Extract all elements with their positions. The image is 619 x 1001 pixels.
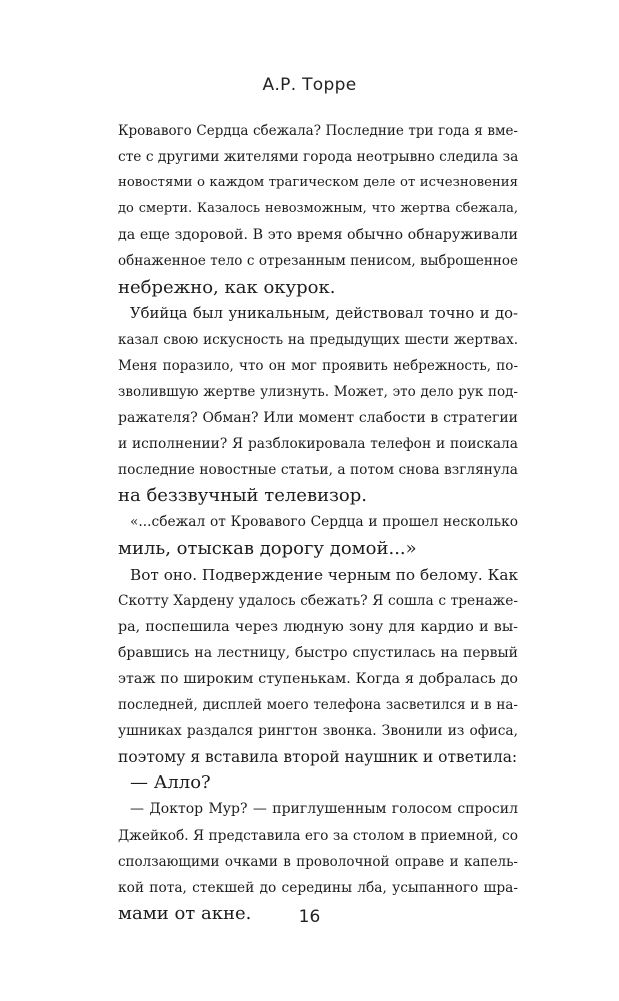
text-line: Скотту Хардену удалось сбежать? Я сошла с тренаже- <box>118 592 518 609</box>
text-line: Джейкоб. Я представила его за столом в приемной, со <box>118 827 518 844</box>
text-line: кой пота, стекшей до середины лба, усыпанного шра- <box>118 879 518 896</box>
text-line: новостями о каждом трагическом деле от исчезновения <box>118 175 518 191</box>
text-line: Меня поразило, что он мог проявить небрежность, по- <box>118 357 518 374</box>
text-line: Вот оно. Подверждение черным по белому. Как <box>130 565 518 584</box>
text-line: на беззвучный телевизор. <box>118 485 367 507</box>
text-line: — Алло? <box>130 772 211 794</box>
text-line: этаж по широким ступенькам. Когда я добралась до <box>118 670 518 687</box>
text-line: зволившую жертве улизнуть. Может, это дело рук под- <box>118 383 518 400</box>
text-line: Кровавого Сердца сбежала? Последние три года я вме- <box>118 123 518 139</box>
text-line: «...сбежал от Кровавого Сердца и прошел несколько <box>130 514 518 531</box>
text-line: бравшись на лестницу, быстро спустилась на первый <box>118 644 518 661</box>
running-head: А.Р. Торре <box>262 75 357 95</box>
text-line: ражателя? Обман? Или момент слабости в стратегии <box>118 410 518 427</box>
text-line: ушниках раздался рингтон звонка. Звонили из офиса, <box>118 723 518 740</box>
text-line: казал свою искусность на предыдущих шести жертвах. <box>118 331 518 348</box>
text-line: небрежно, как окурок. <box>118 276 336 298</box>
text-line: ра, поспешила через людную зону для кардио и вы- <box>118 618 518 635</box>
text-line: до смерти. Казалось невозможным, что жертва сбежала, <box>118 201 518 217</box>
page-number: 16 <box>298 907 321 927</box>
text-line: и исполнении? Я разблокировала телефон и поискала <box>118 436 518 453</box>
text-line: последней, дисплей моего телефона засветился и в на- <box>118 697 518 714</box>
text-line: Убийца был уникальным, действовал точно и до- <box>130 304 518 322</box>
text-line: сползающими очками в проволочной оправе и капель- <box>118 853 518 870</box>
text-line: — Доктор Мур? — приглушенным голосом спросил <box>130 801 518 818</box>
text-line: поэтому я вставила второй наушник и ответила: <box>118 748 518 767</box>
text-line: миль, отыскав дорогу домой...» <box>118 537 417 559</box>
text-line: да еще здоровой. В это время обычно обнаруживали <box>118 227 518 244</box>
text-line: сте с другими жителями города неотрывно следила за <box>118 149 519 166</box>
text-line: мами от акне. <box>118 902 252 924</box>
body-text <box>118 118 518 927</box>
text-line: последние новостные статьи, а потом снова взглянула <box>118 462 518 479</box>
text-line: обнаженное тело с отрезанным пенисом, выброшенное <box>118 253 518 270</box>
